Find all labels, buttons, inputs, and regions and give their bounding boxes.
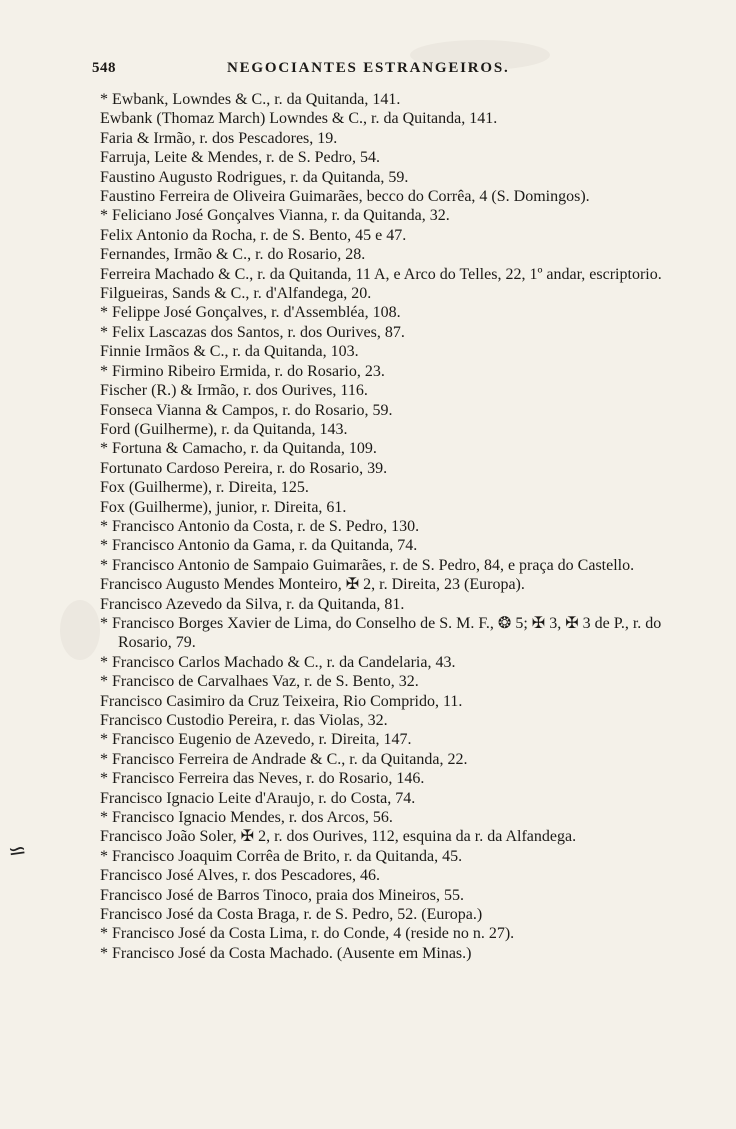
list-item: Francisco José de Barros Tinoco, praia dos Mineiros, 55. — [100, 886, 464, 904]
list-item: Farruja, Leite & Mendes, r. de S. Pedro, 54. — [100, 149, 380, 167]
list-item: Fischer (R.) & Irmão, r. dos Ourives, 116. — [100, 382, 368, 400]
list-item: Faustino Augusto Rodrigues, r. da Quitanda, 59. — [100, 168, 409, 186]
list-item: Felix Antonio da Rocha, r. de S. Bento, 45 e 47. — [100, 226, 407, 244]
list-item: * Francisco Ferreira das Neves, r. do Rosario, 146. — [100, 770, 425, 788]
running-head: NEGOCIANTES ESTRANGEIROS. — [227, 60, 510, 76]
list-item: * Francisco Borges Xavier de Lima, do Conselho de S. M. F., ❂ 5; ✠ 3, ✠ 3 de P., r. do Rosario, 79. — [100, 614, 662, 652]
list-item: * Francisco Eugenio de Azevedo, r. Direita, 147. — [100, 731, 412, 749]
list-item: Francisco Ignacio Leite d'Araujo, r. do Costa, 74. — [100, 789, 416, 807]
page-number: 548 — [92, 60, 116, 76]
list-item: * Francisco Antonio da Costa, r. de S. Pedro, 130. — [100, 517, 420, 535]
list-item: Fortunato Cardoso Pereira, r. do Rosario, 39. — [100, 459, 388, 477]
list-item: Faustino Ferreira de Oliveira Guimarães, becco do Corrêa, 4 (S. Domingos). — [100, 188, 590, 206]
list-item: * Francisco Ferreira de Andrade & C., r. da Quitanda, 22. — [100, 750, 468, 768]
list-item: * Firmino Ribeiro Ermida, r. do Rosario, 23. — [100, 362, 385, 380]
list-item: Francisco José da Costa Braga, r. de S. Pedro, 52. (Europa.) — [100, 906, 483, 924]
list-item: Ewbank (Thomaz March) Lowndes & C., r. da Quitanda, 141. — [100, 110, 498, 128]
list-item: Francisco João Soler, ✠ 2, r. dos Ourives, 112, esquina da r. da Alfandega. — [100, 828, 577, 846]
list-item: Fox (Guilherme), r. Direita, 125. — [100, 479, 309, 497]
list-item: Fox (Guilherme), junior, r. Direita, 61. — [100, 498, 347, 516]
list-item: * Francisco Antonio de Sampaio Guimarães, r. de S. Pedro, 84, e praça do Castello. — [100, 556, 635, 574]
list-item: Fonseca Vianna & Campos, r. do Rosario, 59. — [100, 401, 393, 419]
margin-annotation: ⋍ — [6, 836, 29, 865]
list-item: * Francisco de Carvalhaes Vaz, r. de S. Bento, 32. — [100, 673, 419, 691]
list-item: * Francisco Antonio da Gama, r. da Quitanda, 74. — [100, 537, 418, 555]
list-item: Fernandes, Irmão & C., r. do Rosario, 28. — [100, 246, 366, 264]
list-item: Finnie Irmãos & C., r. da Quitanda, 103. — [100, 343, 359, 361]
list-item: Filgueiras, Sands & C., r. d'Alfandega, 20. — [100, 285, 372, 303]
list-item: * Felix Lascazas dos Santos, r. dos Ourives, 87. — [100, 323, 405, 341]
list-item: * Francisco José da Costa Lima, r. do Conde, 4 (reside no n. 27). — [100, 925, 515, 943]
list-item: * Feliciano José Gonçalves Vianna, r. da Quitanda, 32. — [100, 207, 450, 225]
list-item: Ferreira Machado & C., r. da Quitanda, 11 A, e Arco do Telles, 22, 1º andar, escriptorio. — [100, 265, 662, 283]
list-item: * Fortuna & Camacho, r. da Quitanda, 109. — [100, 440, 377, 458]
list-item: * Felippe José Gonçalves, r. d'Assembléa, 108. — [100, 304, 401, 322]
list-item: Faria & Irmão, r. dos Pescadores, 19. — [100, 129, 338, 147]
list-item: Francisco Augusto Mendes Monteiro, ✠ 2, r. Direita, 23 (Europa). — [100, 576, 525, 594]
list-item: Francisco Custodio Pereira, r. das Violas, 32. — [100, 712, 388, 729]
list-item: * Francisco Joaquim Corrêa de Brito, r. da Quitanda, 45. — [100, 847, 463, 865]
list-item: Francisco Azevedo da Silva, r. da Quitanda, 81. — [100, 595, 405, 613]
entry-list — [100, 90, 700, 963]
list-item: * Francisco José da Costa Machado. (Ausente em Minas.) — [100, 944, 472, 962]
list-item: Ford (Guilherme), r. da Quitanda, 143. — [100, 420, 348, 438]
page-header — [92, 58, 564, 84]
list-item: * Ewbank, Lowndes & C., r. da Quitanda, 141. — [100, 91, 401, 108]
list-item: Francisco José Alves, r. dos Pescadores, 46. — [100, 867, 380, 885]
list-item: Francisco Casimiro da Cruz Teixeira, Rio Comprido, 11. — [100, 692, 463, 710]
list-item: * Francisco Carlos Machado & C., r. da Candelaria, 43. — [100, 653, 456, 671]
list-item: * Francisco Ignacio Mendes, r. dos Arcos, 56. — [100, 809, 393, 827]
paper-stain — [60, 600, 100, 660]
